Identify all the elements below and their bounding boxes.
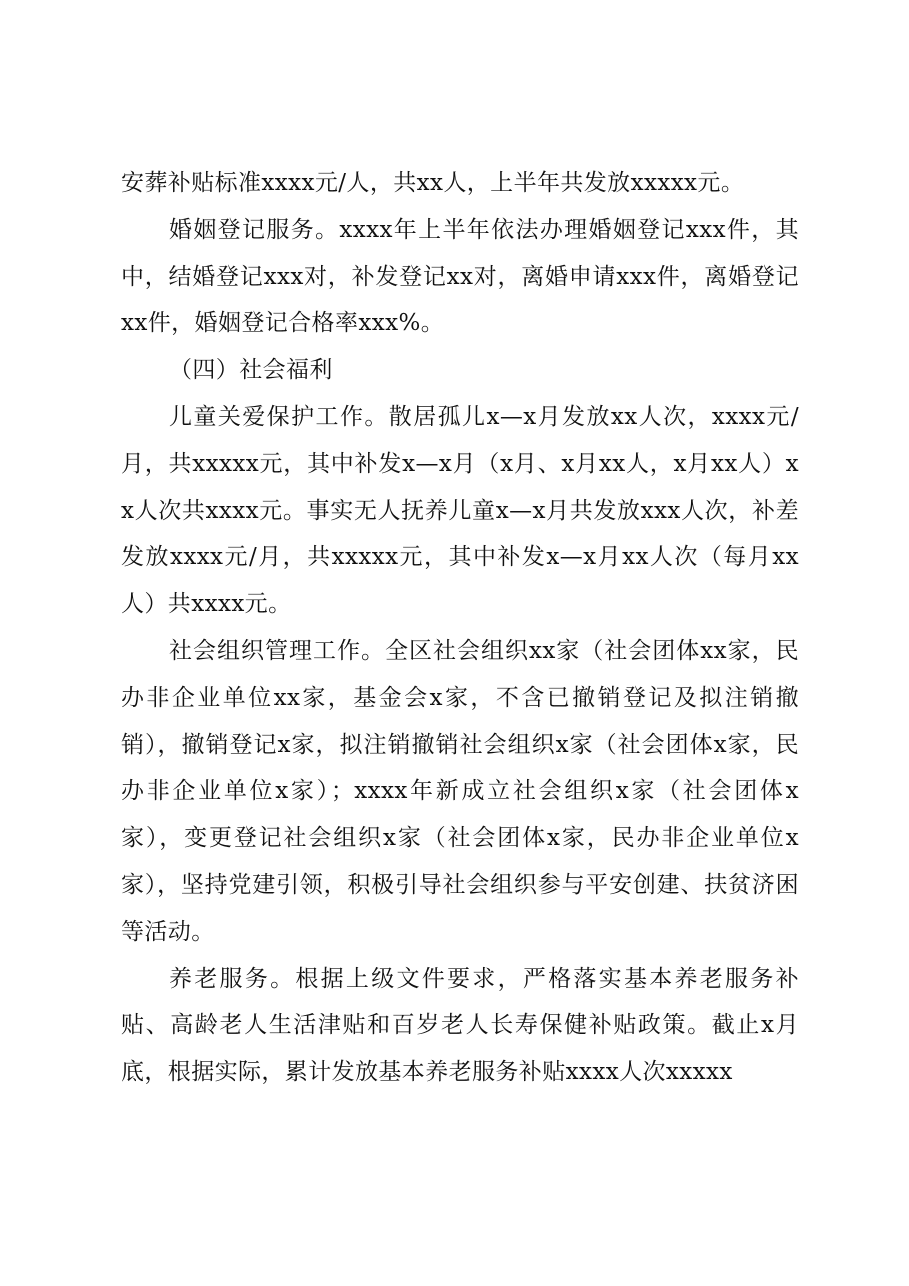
document-body: [121, 160, 799, 1096]
paragraph-child-care: 儿童关爱保护工作。散居孤儿x—x月发放xx人次，xxxx元/月，共xxxxx元，其中补发x—x月（x月、x月xx人，x月xx人）xx人次共xxxx元。事实无人抚养儿童x—x月共发放xxx人次，补差发放xxxx元/月，共xxxxx元，其中补发x—x月xx人次（每月xx人）共xxxx元。: [121, 403, 799, 618]
paragraph-marriage-registration: 婚姻登记服务。xxxx年上半年依法办理婚姻登记xxx件，其中，结婚登记xxx对，补发登记xx对，离婚申请xxx件，离婚登记xx件，婚姻登记合格率xxx%。: [121, 216, 799, 337]
paragraph-burial-subsidy: 安葬补贴标准xxxx元/人，共xx人，上半年共发放xxxxx元。: [121, 170, 745, 196]
paragraph-social-organizations: 社会组织管理工作。全区社会组织xx家（社会团体xx家，民办非企业单位xx家，基金会x家，不含已撤销登记及拟注销撤销），撤销登记x家，拟注销撤销社会组织x家（社会团体x家，民办非企业单位x家）；xxxx年新成立社会组织x家（社会团体x家），变更登记社会组织x家（社会团体x家，民办非企业单位x家），坚持党建引领，积极引导社会组织参与平安创建、扶贫济困等活动。: [121, 637, 799, 945]
paragraph-elderly-services: 养老服务。根据上级文件要求，严格落实基本养老服务补贴、高龄老人生活津贴和百岁老人长寿保健补贴政策。截止x月底，根据实际，累计发放基本养老服务补贴xxxx人次xxxxx: [121, 965, 799, 1086]
section-heading-social-welfare: （四）社会福利: [169, 357, 333, 384]
